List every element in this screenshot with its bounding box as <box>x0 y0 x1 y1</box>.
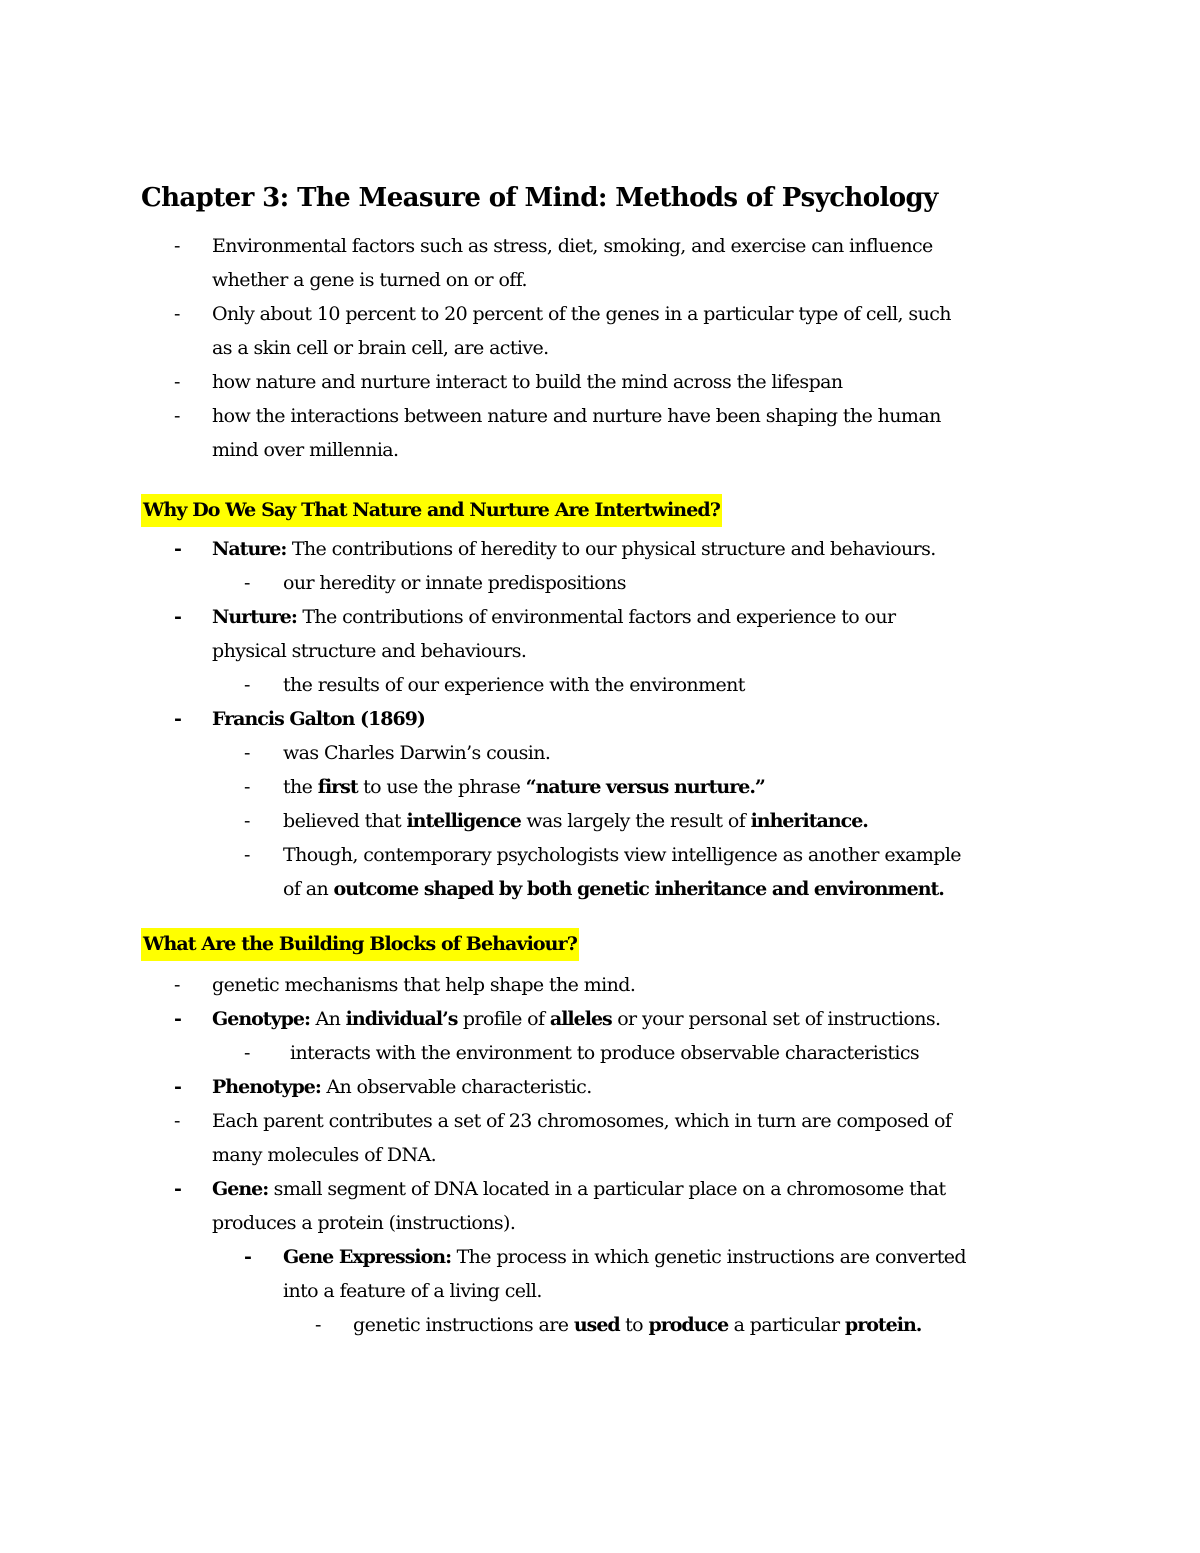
text-run-bold: individual’s <box>345 1008 458 1030</box>
intro-bullet-2-line-2: as a skin cell or brain cell, are active. <box>212 337 549 359</box>
gene-expression-sub-bullet <box>353 1308 921 1342</box>
section-heading-building-blocks: What Are the Building Blocks of Behaviour? <box>141 928 579 961</box>
phenotype-def-text: An observable characteristic. <box>320 1076 592 1098</box>
bullet-dash: - <box>244 810 251 832</box>
galton-bullet-3 <box>283 804 868 838</box>
phenotype-definition <box>212 1070 592 1104</box>
gene-expression-line-2: into a feature of a living cell. <box>283 1280 542 1302</box>
text-run: to <box>619 1314 649 1336</box>
nurture-definition-line-2: physical structure and behaviours. <box>212 640 527 662</box>
bullet-dash: - <box>244 674 251 696</box>
galton-bullet-4-line-1: Though, contemporary psychologists view intelligence as another example <box>283 844 961 866</box>
genotype-sub-bullet: interacts with the environment to produce observable characteristics <box>290 1042 920 1064</box>
bullet-dash: - <box>174 303 181 325</box>
gene-expression-term: Gene Expression: <box>283 1246 452 1268</box>
text-run: genetic instructions are <box>353 1314 574 1336</box>
text-run: the <box>283 776 318 798</box>
bullet-dash: - <box>244 776 251 798</box>
gene-definition-line-1 <box>212 1172 946 1206</box>
text-run: believed that <box>283 810 407 832</box>
text-run-bold: used <box>573 1314 620 1336</box>
text-run-bold: outcome shaped by both genetic inheritance and environment. <box>333 878 944 900</box>
text-run-bold: protein. <box>844 1314 922 1336</box>
nature-term: Nature: <box>212 538 287 560</box>
bullet-dash: - <box>174 708 181 730</box>
gene-term: Gene: <box>212 1178 269 1200</box>
chromosomes-line-1: Each parent contributes a set of 23 chromosomes, which in turn are composed of <box>212 1110 952 1132</box>
genotype-definition <box>212 1002 940 1036</box>
bullet-dash: - <box>174 538 181 560</box>
bullet-dash: - <box>244 1042 251 1064</box>
text-run: or your personal set of instructions. <box>611 1008 941 1030</box>
text-run: of an <box>283 878 334 900</box>
bullet-dash: - <box>244 844 251 866</box>
nurture-def-text: The contributions of environmental factors and experience to our <box>296 606 896 628</box>
intro-bullet-3: how nature and nurture interact to build the mind across the lifespan <box>212 371 843 393</box>
nurture-sub-bullet: the results of our experience with the environment <box>283 674 745 696</box>
bullet-dash: - <box>174 405 181 427</box>
text-run: profile of <box>457 1008 550 1030</box>
galton-heading: Francis Galton (1869) <box>212 708 425 730</box>
bullet-dash: - <box>174 1110 181 1132</box>
genotype-term: Genotype: <box>212 1008 311 1030</box>
bullet-dash: - <box>174 235 181 257</box>
bullet-dash: - <box>244 742 251 764</box>
gene-definition-line-2: produces a protein (instructions). <box>212 1212 516 1234</box>
building-blocks-bullet-1: genetic mechanisms that help shape the mind. <box>212 974 636 996</box>
galton-bullet-2 <box>283 770 765 804</box>
gene-expression-line-1 <box>283 1240 966 1274</box>
nature-sub-bullet: our heredity or innate predispositions <box>283 572 626 594</box>
nurture-term: Nurture: <box>212 606 297 628</box>
text-run-bold: produce <box>648 1314 729 1336</box>
bullet-dash: - <box>315 1314 322 1336</box>
bullet-dash: - <box>244 1246 251 1268</box>
bullet-dash: - <box>174 371 181 393</box>
gene-def-text: small segment of DNA located in a particular place on a chromosome that <box>268 1178 946 1200</box>
phenotype-term: Phenotype: <box>212 1076 321 1098</box>
galton-bullet-1: was Charles Darwin’s cousin. <box>283 742 551 764</box>
text-run: was largely the result of <box>520 810 751 832</box>
text-run-bold: alleles <box>549 1008 612 1030</box>
page-title: Chapter 3: The Measure of Mind: Methods of Psychology <box>141 183 938 213</box>
text-run-bold: first <box>317 776 358 798</box>
nature-definition <box>212 532 936 566</box>
text-run-bold: inheritance. <box>750 810 868 832</box>
bullet-dash: - <box>244 572 251 594</box>
gene-expression-text: The process in which genetic instructions are converted <box>451 1246 966 1268</box>
text-run-bold: intelligence <box>406 810 521 832</box>
text-run: to use the phrase <box>357 776 526 798</box>
bullet-dash: - <box>174 1178 181 1200</box>
text-run-bold: “nature versus nurture.” <box>525 776 765 798</box>
intro-bullet-4-line-2: mind over millennia. <box>212 439 399 461</box>
intro-bullet-1-line-1: Environmental factors such as stress, diet, smoking, and exercise can influence <box>212 235 933 257</box>
intro-bullet-2-line-1: Only about 10 percent to 20 percent of the genes in a particular type of cell, such <box>212 303 951 325</box>
intro-bullet-1-line-2: whether a gene is turned on or off. <box>212 269 527 291</box>
bullet-dash: - <box>174 974 181 996</box>
text-run: a particular <box>728 1314 845 1336</box>
bullet-dash: - <box>174 1008 181 1030</box>
nature-def-text: The contributions of heredity to our physical structure and behaviours. <box>286 538 936 560</box>
intro-bullet-4-line-1: how the interactions between nature and nurture have been shaping the human <box>212 405 941 427</box>
section-heading-nature-nurture: Why Do We Say That Nature and Nurture Are Intertwined? <box>141 494 722 527</box>
chromosomes-line-2: many molecules of DNA. <box>212 1144 437 1166</box>
bullet-dash: - <box>174 1076 181 1098</box>
bullet-dash: - <box>174 606 181 628</box>
galton-bullet-4-line-2 <box>283 872 944 906</box>
nurture-definition-line-1 <box>212 600 895 634</box>
text-run: An <box>310 1008 346 1030</box>
